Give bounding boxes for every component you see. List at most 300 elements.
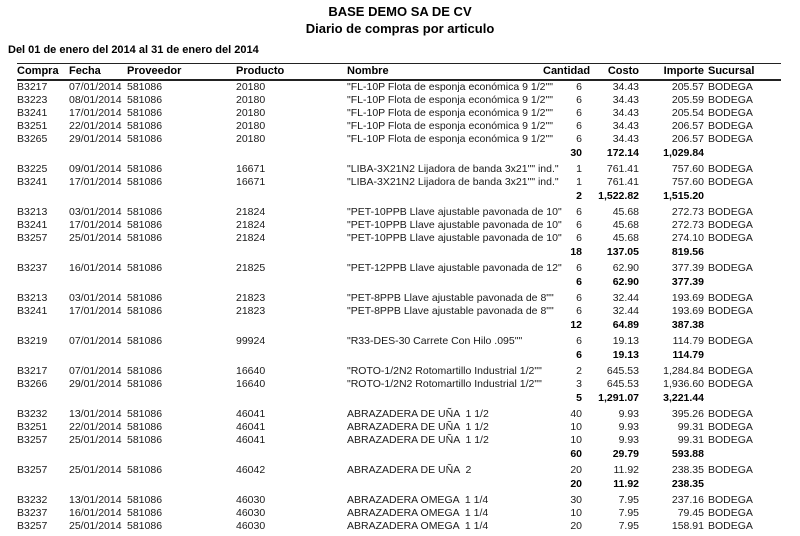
cell-compra: B3237 (17, 507, 48, 519)
cell-costo: 645.53 (606, 365, 639, 377)
table-row (17, 219, 781, 232)
cell-producto: 21823 (236, 292, 266, 304)
cell-nombre: "FL-10P Flota de esponja económica 9 1/2"" (347, 81, 553, 93)
subtotal-cantidad: 18 (570, 246, 582, 258)
cell-producto: 46042 (236, 464, 266, 476)
cell-cantidad: 6 (576, 94, 582, 106)
cell-compra: B3213 (17, 206, 48, 218)
cell-compra: B3257 (17, 232, 48, 244)
cell-costo: 7.95 (618, 520, 639, 532)
cell-cantidad: 6 (576, 335, 582, 347)
subtotal-importe: 377.39 (671, 276, 704, 288)
cell-importe: 205.57 (671, 81, 704, 93)
cell-compra: B3265 (17, 133, 48, 145)
cell-cantidad: 3 (576, 378, 582, 390)
cell-compra: B3213 (17, 292, 48, 304)
cell-compra: B3241 (17, 107, 48, 119)
cell-proveedor: 581086 (127, 292, 163, 304)
cell-sucursal: BODEGA (708, 120, 753, 132)
cell-sucursal: BODEGA (708, 494, 753, 506)
cell-compra: B3241 (17, 305, 48, 317)
table-row (17, 421, 781, 434)
subtotal-costo: 19.13 (612, 349, 639, 361)
subtotal-importe: 1,515.20 (663, 190, 704, 202)
subtotal-spacer (17, 391, 543, 405)
cell-producto: 16640 (236, 365, 266, 377)
cell-fecha: 09/01/2014 (69, 163, 122, 175)
report-table (17, 63, 781, 536)
subtotal-cantidad: 6 (576, 349, 582, 361)
subtotal-empty (704, 275, 781, 289)
cell-sucursal: BODEGA (708, 421, 753, 433)
cell-sucursal: BODEGA (708, 133, 753, 145)
subtotal-row (17, 391, 781, 405)
cell-nombre: "PET-10PPB Llave ajustable pavonada de 10" (347, 219, 562, 231)
cell-cantidad: 1 (576, 163, 582, 175)
subtotal-importe: 819.56 (671, 246, 704, 258)
cell-sucursal: BODEGA (708, 365, 753, 377)
header-proveedor: Proveedor (127, 64, 236, 81)
subtotal-empty (704, 447, 781, 461)
cell-producto: 46030 (236, 507, 266, 519)
cell-fecha: 17/01/2014 (69, 305, 122, 317)
cell-fecha: 17/01/2014 (69, 176, 122, 188)
subtotal-spacer (17, 318, 543, 332)
cell-nombre: ABRAZADERA DE UÑA 1 1/2 (347, 434, 489, 446)
subtotal-cantidad: 12 (570, 319, 582, 331)
report-subtitle: Diario de compras por articulo (305, 21, 495, 36)
cell-costo: 9.93 (618, 408, 639, 420)
table-header (17, 64, 781, 81)
cell-costo: 45.68 (612, 232, 639, 244)
cell-producto: 20180 (236, 81, 266, 93)
cell-producto: 21824 (236, 219, 266, 231)
cell-nombre: "LIBA-3X21N2 Lijadora de banda 3x21"" ind." (347, 163, 559, 175)
cell-importe: 377.39 (671, 262, 704, 274)
cell-importe: 272.73 (671, 219, 704, 231)
cell-importe: 237.16 (671, 494, 704, 506)
cell-cantidad: 10 (570, 421, 582, 433)
cell-nombre: "FL-10P Flota de esponja económica 9 1/2"" (347, 120, 553, 132)
cell-fecha: 03/01/2014 (69, 206, 122, 218)
cell-nombre: "R33-DES-30 Carrete Con Hilo .095"" (347, 335, 523, 347)
cell-nombre: "FL-10P Flota de esponja económica 9 1/2"" (347, 94, 553, 106)
cell-producto: 99924 (236, 335, 266, 347)
cell-proveedor: 581086 (127, 107, 163, 119)
cell-cantidad: 6 (576, 107, 582, 119)
cell-importe: 757.60 (671, 163, 704, 175)
cell-importe: 206.57 (671, 120, 704, 132)
cell-costo: 34.43 (612, 107, 639, 119)
cell-importe: 205.54 (671, 107, 704, 119)
cell-proveedor: 581086 (127, 81, 163, 93)
table-row (17, 494, 781, 507)
cell-cantidad: 6 (576, 219, 582, 231)
cell-producto: 16671 (236, 176, 266, 188)
cell-nombre: "PET-10PPB Llave ajustable pavonada de 10" (347, 206, 562, 218)
table-row (17, 464, 781, 477)
cell-proveedor: 581086 (127, 408, 163, 420)
cell-producto: 21823 (236, 305, 266, 317)
cell-proveedor: 581086 (127, 365, 163, 377)
cell-producto: 16640 (236, 378, 266, 390)
table-row (17, 133, 781, 146)
subtotal-row (17, 318, 781, 332)
cell-costo: 45.68 (612, 219, 639, 231)
cell-compra: B3241 (17, 219, 48, 231)
cell-fecha: 25/01/2014 (69, 464, 122, 476)
cell-compra: B3225 (17, 163, 48, 175)
cell-proveedor: 581086 (127, 305, 163, 317)
table-row (17, 206, 781, 219)
table-row (17, 335, 781, 348)
table-row (17, 120, 781, 133)
cell-sucursal: BODEGA (708, 434, 753, 446)
cell-costo: 761.41 (606, 176, 639, 188)
cell-cantidad: 6 (576, 206, 582, 218)
cell-costo: 761.41 (606, 163, 639, 175)
cell-fecha: 29/01/2014 (69, 378, 122, 390)
table-body (17, 80, 781, 536)
cell-producto: 20180 (236, 94, 266, 106)
cell-sucursal: BODEGA (708, 305, 753, 317)
cell-cantidad: 1 (576, 176, 582, 188)
cell-nombre: "FL-10P Flota de esponja económica 9 1/2"" (347, 107, 553, 119)
cell-sucursal: BODEGA (708, 176, 753, 188)
cell-proveedor: 581086 (127, 94, 163, 106)
cell-fecha: 25/01/2014 (69, 232, 122, 244)
cell-nombre: "ROTO-1/2N2 Rotomartillo Industrial 1/2"" (347, 378, 542, 390)
cell-fecha: 16/01/2014 (69, 262, 122, 274)
cell-compra: B3232 (17, 408, 48, 420)
cell-proveedor: 581086 (127, 494, 163, 506)
cell-producto: 21824 (236, 232, 266, 244)
cell-sucursal: BODEGA (708, 107, 753, 119)
cell-cantidad: 6 (576, 120, 582, 132)
cell-sucursal: BODEGA (708, 464, 753, 476)
cell-fecha: 07/01/2014 (69, 81, 122, 93)
cell-costo: 9.93 (618, 421, 639, 433)
cell-proveedor: 581086 (127, 378, 163, 390)
cell-costo: 19.13 (612, 335, 639, 347)
cell-compra: B3219 (17, 335, 48, 347)
cell-importe: 395.26 (671, 408, 704, 420)
cell-importe: 757.60 (671, 176, 704, 188)
cell-nombre: "PET-12PPB Llave ajustable pavonada de 12" (347, 262, 562, 274)
header-fecha: Fecha (69, 64, 127, 81)
subtotal-costo: 1,291.07 (598, 392, 639, 404)
cell-proveedor: 581086 (127, 206, 163, 218)
cell-producto: 46041 (236, 421, 266, 433)
table-row (17, 94, 781, 107)
cell-proveedor: 581086 (127, 335, 163, 347)
cell-cantidad: 10 (570, 507, 582, 519)
cell-importe: 99.31 (677, 434, 704, 446)
cell-producto: 46030 (236, 520, 266, 532)
cell-fecha: 25/01/2014 (69, 520, 122, 532)
cell-sucursal: BODEGA (708, 163, 753, 175)
cell-importe: 238.35 (671, 464, 704, 476)
cell-nombre: "ROTO-1/2N2 Rotomartillo Industrial 1/2"" (347, 365, 542, 377)
subtotal-importe: 1,029.84 (663, 147, 704, 159)
table-row (17, 176, 781, 189)
cell-sucursal: BODEGA (708, 262, 753, 274)
subtotal-cantidad: 6 (576, 276, 582, 288)
cell-nombre: "PET-10PPB Llave ajustable pavonada de 10" (347, 232, 562, 244)
cell-proveedor: 581086 (127, 163, 163, 175)
subtotal-costo: 1,522.82 (598, 190, 639, 202)
subtotal-importe: 114.79 (672, 349, 704, 361)
subtotal-spacer (17, 348, 543, 362)
cell-costo: 645.53 (606, 378, 639, 390)
cell-fecha: 08/01/2014 (69, 94, 122, 106)
cell-proveedor: 581086 (127, 176, 163, 188)
cell-nombre: ABRAZADERA DE UÑA 2 (347, 464, 472, 476)
cell-cantidad: 6 (576, 262, 582, 274)
header-sucursal: Sucursal (704, 64, 781, 81)
cell-nombre: ABRAZADERA DE UÑA 1 1/2 (347, 421, 489, 433)
cell-nombre: "LIBA-3X21N2 Lijadora de banda 3x21"" ind." (347, 176, 559, 188)
cell-sucursal: BODEGA (708, 507, 753, 519)
cell-compra: B3257 (17, 464, 48, 476)
cell-sucursal: BODEGA (708, 206, 753, 218)
cell-costo: 62.90 (612, 262, 639, 274)
cell-costo: 34.43 (612, 81, 639, 93)
cell-costo: 34.43 (612, 120, 639, 132)
header-cantidad: Cantidad (543, 64, 582, 81)
subtotal-row (17, 245, 781, 259)
cell-cantidad: 6 (576, 81, 582, 93)
subtotal-empty (704, 189, 781, 203)
header-costo: Costo (582, 64, 639, 81)
subtotal-importe: 3,221.44 (663, 392, 704, 404)
cell-producto: 46030 (236, 494, 266, 506)
cell-costo: 45.68 (612, 206, 639, 218)
cell-proveedor: 581086 (127, 464, 163, 476)
report-header (0, 0, 800, 56)
report-title: BASE DEMO SA DE CV (328, 4, 472, 19)
cell-producto: 46041 (236, 408, 266, 420)
cell-importe: 158.91 (671, 520, 704, 532)
cell-sucursal: BODEGA (708, 232, 753, 244)
cell-nombre: "FL-10P Flota de esponja económica 9 1/2"" (347, 133, 553, 145)
table-row (17, 80, 781, 94)
cell-cantidad: 2 (576, 365, 582, 377)
subtotal-costo: 64.89 (612, 319, 639, 331)
subtotal-cantidad: 2 (576, 190, 582, 202)
cell-nombre: ABRAZADERA OMEGA 1 1/4 (347, 520, 489, 532)
table-row (17, 408, 781, 421)
subtotal-empty (704, 348, 781, 362)
cell-cantidad: 20 (570, 520, 582, 532)
table-row (17, 305, 781, 318)
cell-proveedor: 581086 (127, 219, 163, 231)
table-row (17, 365, 781, 378)
cell-importe: 205.59 (671, 94, 704, 106)
table-row (17, 232, 781, 245)
cell-compra: B3217 (17, 365, 48, 377)
cell-compra: B3251 (17, 421, 48, 433)
cell-importe: 272.73 (671, 206, 704, 218)
cell-proveedor: 581086 (127, 507, 163, 519)
subtotal-importe: 593.88 (671, 448, 704, 460)
cell-producto: 20180 (236, 120, 266, 132)
table-row (17, 507, 781, 520)
cell-sucursal: BODEGA (708, 408, 753, 420)
cell-proveedor: 581086 (127, 262, 163, 274)
cell-compra: B3237 (17, 262, 48, 274)
cell-costo: 9.93 (618, 434, 639, 446)
subtotal-cantidad: 20 (570, 478, 582, 490)
cell-importe: 193.69 (671, 292, 704, 304)
cell-compra: B3232 (17, 494, 48, 506)
cell-compra: B3217 (17, 81, 48, 93)
cell-cantidad: 20 (570, 464, 582, 476)
subtotal-row (17, 189, 781, 203)
table-row (17, 378, 781, 391)
cell-fecha: 22/01/2014 (69, 120, 122, 132)
table-row (17, 520, 781, 533)
subtotal-row (17, 348, 781, 362)
cell-proveedor: 581086 (127, 232, 163, 244)
cell-compra: B3257 (17, 434, 48, 446)
header-producto: Producto (236, 64, 347, 81)
table-row (17, 262, 781, 275)
cell-fecha: 03/01/2014 (69, 292, 122, 304)
cell-compra: B3251 (17, 120, 48, 132)
cell-costo: 34.43 (612, 133, 639, 145)
subtotal-empty (704, 391, 781, 405)
cell-cantidad: 6 (576, 232, 582, 244)
cell-compra: B3241 (17, 176, 48, 188)
subtotal-empty (704, 477, 781, 491)
subtotal-costo: 29.79 (612, 448, 639, 460)
cell-compra: B3257 (17, 520, 48, 532)
subtotal-empty (704, 146, 781, 160)
cell-importe: 1,936.60 (663, 378, 704, 390)
cell-fecha: 13/01/2014 (69, 494, 122, 506)
subtotal-row (17, 146, 781, 160)
cell-importe: 1,284.84 (663, 365, 704, 377)
cell-importe: 99.31 (677, 421, 704, 433)
cell-fecha: 16/01/2014 (69, 507, 122, 519)
subtotal-row (17, 447, 781, 461)
subtotal-spacer (17, 447, 543, 461)
cell-nombre: "PET-8PPB Llave ajustable pavonada de 8"" (347, 292, 554, 304)
cell-fecha: 07/01/2014 (69, 335, 122, 347)
cell-proveedor: 581086 (127, 421, 163, 433)
cell-fecha: 22/01/2014 (69, 421, 122, 433)
subtotal-costo: 62.90 (612, 276, 639, 288)
subtotal-empty (704, 245, 781, 259)
cell-cantidad: 6 (576, 133, 582, 145)
subtotal-spacer (17, 477, 543, 491)
cell-cantidad: 40 (570, 408, 582, 420)
cell-producto: 21824 (236, 206, 266, 218)
cell-sucursal: BODEGA (708, 81, 753, 93)
cell-sucursal: BODEGA (708, 94, 753, 106)
cell-nombre: "PET-8PPB Llave ajustable pavonada de 8"" (347, 305, 554, 317)
subtotal-empty (704, 318, 781, 332)
cell-costo: 11.92 (613, 464, 639, 476)
cell-producto: 20180 (236, 133, 266, 145)
cell-proveedor: 581086 (127, 434, 163, 446)
cell-importe: 193.69 (671, 305, 704, 317)
cell-producto: 21825 (236, 262, 266, 274)
table-row (17, 107, 781, 120)
cell-cantidad: 6 (576, 305, 582, 317)
cell-importe: 274.10 (671, 232, 704, 244)
table-row (17, 292, 781, 305)
cell-sucursal: BODEGA (708, 378, 753, 390)
cell-nombre: ABRAZADERA OMEGA 1 1/4 (347, 507, 489, 519)
header-nombre: Nombre (347, 64, 543, 81)
subtotal-row (17, 275, 781, 289)
cell-proveedor: 581086 (127, 133, 163, 145)
report-date-range: Del 01 de enero del 2014 al 31 de enero del 2014 (8, 44, 259, 56)
table-row (17, 163, 781, 176)
cell-sucursal: BODEGA (708, 335, 753, 347)
cell-producto: 16671 (236, 163, 266, 175)
cell-compra: B3266 (17, 378, 48, 390)
subtotal-costo: 137.05 (606, 246, 639, 258)
header-compra: Compra (17, 64, 69, 81)
subtotal-costo: 11.92 (613, 478, 639, 490)
cell-sucursal: BODEGA (708, 219, 753, 231)
cell-cantidad: 6 (576, 292, 582, 304)
subtotal-cantidad: 5 (576, 392, 582, 404)
cell-proveedor: 581086 (127, 520, 163, 532)
cell-costo: 34.43 (612, 94, 639, 106)
subtotal-costo: 172.14 (606, 147, 639, 159)
header-importe: Importe (639, 64, 704, 81)
cell-fecha: 13/01/2014 (69, 408, 122, 420)
subtotal-importe: 387.38 (671, 319, 704, 331)
subtotal-spacer (17, 245, 543, 259)
cell-cantidad: 30 (570, 494, 582, 506)
cell-fecha: 07/01/2014 (69, 365, 122, 377)
subtotal-row (17, 477, 781, 491)
subtotal-spacer (17, 275, 543, 289)
cell-importe: 114.79 (672, 335, 704, 347)
cell-sucursal: BODEGA (708, 292, 753, 304)
cell-costo: 32.44 (612, 292, 639, 304)
cell-fecha: 17/01/2014 (69, 107, 122, 119)
subtotal-cantidad: 30 (570, 147, 582, 159)
subtotal-importe: 238.35 (671, 478, 704, 490)
cell-nombre: ABRAZADERA DE UÑA 1 1/2 (347, 408, 489, 420)
cell-costo: 7.95 (618, 494, 639, 506)
cell-producto: 46041 (236, 434, 266, 446)
subtotal-spacer (17, 189, 543, 203)
table-row (17, 434, 781, 447)
cell-producto: 20180 (236, 107, 266, 119)
cell-costo: 32.44 (612, 305, 639, 317)
cell-fecha: 29/01/2014 (69, 133, 122, 145)
cell-nombre: ABRAZADERA OMEGA 1 1/4 (347, 494, 489, 506)
cell-fecha: 25/01/2014 (69, 434, 122, 446)
subtotal-spacer (17, 146, 543, 160)
cell-costo: 7.95 (618, 507, 639, 519)
cell-sucursal: BODEGA (708, 520, 753, 532)
cell-importe: 79.45 (677, 507, 704, 519)
cell-proveedor: 581086 (127, 120, 163, 132)
subtotal-cantidad: 60 (570, 448, 582, 460)
cell-fecha: 17/01/2014 (69, 219, 122, 231)
cell-importe: 206.57 (671, 133, 704, 145)
cell-compra: B3223 (17, 94, 48, 106)
cell-cantidad: 10 (570, 434, 582, 446)
